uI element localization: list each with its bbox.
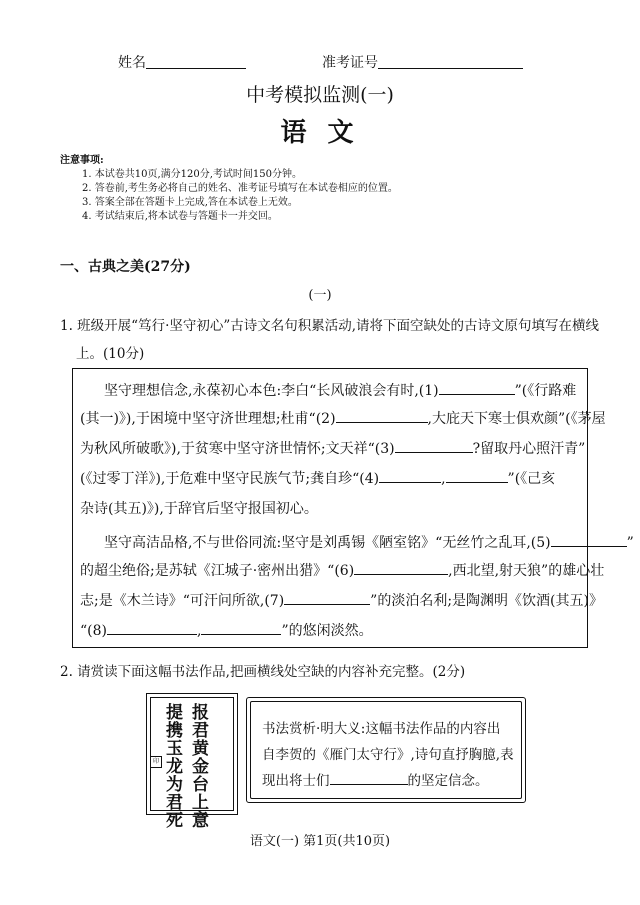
name-label: 姓名 <box>118 55 146 71</box>
notes-heading: 注意事项: <box>60 155 104 166</box>
q1-stem-cont: 上。(10分) <box>76 346 145 362</box>
box-line-8: 志;是《木兰诗》“可汗问所欲,(7) ”的淡泊名利;是陶渊明《饮酒(其五)》 <box>80 590 603 610</box>
box-line-3: 为秋风所破歌》),于贫寒中坚守济世情怀;文天祥“(3) ?留取丹心照汗青” <box>80 438 585 458</box>
exam-number-blank[interactable] <box>378 52 523 69</box>
blank-8b[interactable] <box>201 620 281 635</box>
seal-stamp: 印 <box>150 756 162 768</box>
blank-q2[interactable] <box>330 771 408 786</box>
box-line-9: “(8) , ”的悠闲淡然。 <box>80 620 373 640</box>
note-item: 4. 考试结束后,将本试卷与答题卡一并交回。 <box>82 211 278 222</box>
appreciation-line: 书法赏析·明大义:这幅书法作品的内容出 <box>262 721 501 737</box>
blank-4a[interactable] <box>379 468 441 483</box>
exam-title: 中考模拟监测(一) <box>246 84 394 106</box>
calligraphy-column-left: 提携玉龙为君死 <box>162 703 182 829</box>
note-item: 1. 本试卷共10页,满分120分,考试时间150分钟。 <box>82 169 302 180</box>
blank-4b[interactable] <box>446 468 508 483</box>
note-item: 2. 答卷前,考生务必将自己的姓名、准考证号填写在本试卷相应的位置。 <box>82 183 398 194</box>
calligraphy-column-right: 报君黄金台上意 <box>188 703 208 829</box>
box-line-4: (《过零丁洋》),于危难中坚守民族气节;龚自珍“(4) , ”(《己亥 <box>80 468 555 488</box>
page-footer: 语文(一) 第1页(共10页) <box>249 834 391 849</box>
box-line-5: 杂诗(其五)》),于辞官后坚守报国初心。 <box>80 501 318 517</box>
blank-3[interactable] <box>395 438 473 453</box>
q2-stem: 2. 请赏读下面这幅书法作品,把画横线处空缺的内容补充完整。(2分) <box>60 664 466 680</box>
blank-2[interactable] <box>336 408 428 423</box>
q1-stem: 1. 班级开展“笃行·坚守初心”古诗文名句积累活动,请将下面空缺处的古诗文原句填写在横线 <box>60 318 600 334</box>
blank-8a[interactable] <box>107 620 197 635</box>
box-line-1: 坚守理想信念,永葆初心本色:李白“长风破浪会有时,(1) ”(《行路难 <box>104 380 576 400</box>
box-line-6: 坚守高洁品格,不与世俗同流:坚守是刘禹锡《陋室铭》“无丝竹之乱耳,(5) ” <box>104 532 634 552</box>
blank-5[interactable] <box>551 532 627 547</box>
blank-7[interactable] <box>284 590 370 605</box>
subject-title: 语 文 <box>280 118 360 148</box>
box-line-7: 的超尘绝俗;是苏轼《江城子·密州出猎》“(6) ,西北望,射天狼”的雄心壮 <box>80 560 604 580</box>
blank-1[interactable] <box>439 380 515 395</box>
section-heading: 一、古典之美(27分) <box>60 259 191 275</box>
note-item: 3. 答案全部在答题卡上完成,答在本试卷上无效。 <box>82 197 298 208</box>
blank-6[interactable] <box>354 560 448 575</box>
appreciation-line: 自李贺的《雁门太守行》,诗句直抒胸臆,表 <box>262 747 514 763</box>
name-blank[interactable] <box>146 52 246 69</box>
box-line-2: (其一)》),于困境中坚守济世理想;杜甫“(2) ,大庇天下寒士俱欢颜”(《茅屋 <box>80 408 606 428</box>
exam-number-label: 准考证号 <box>322 55 378 71</box>
appreciation-line: 现出将士们 的坚定信念。 <box>262 769 489 789</box>
subsection-label: (一) <box>308 288 332 303</box>
